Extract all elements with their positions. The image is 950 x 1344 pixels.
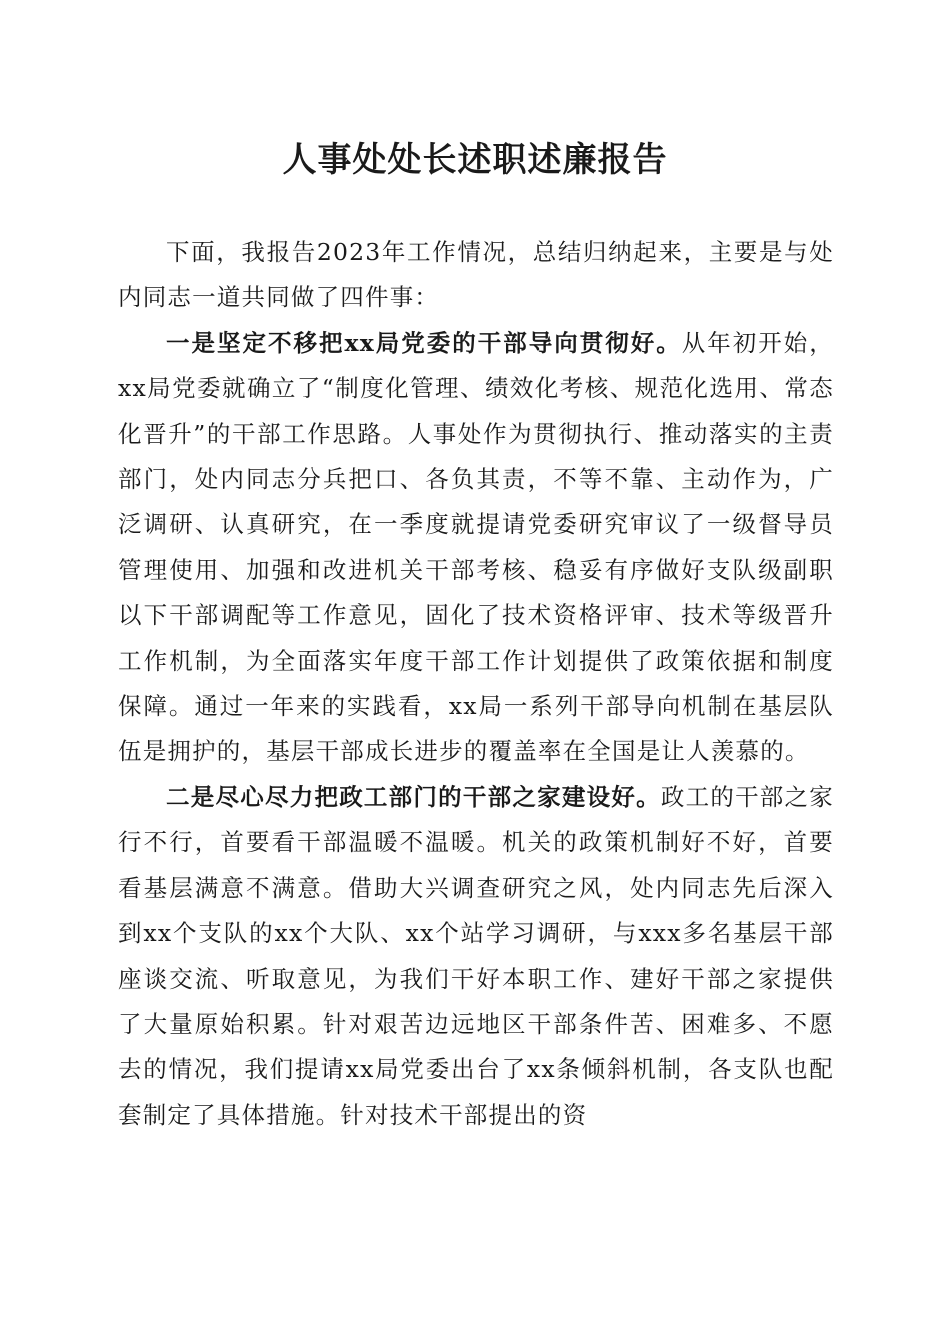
paragraph-text: 政工的干部之家行不行，首要看干部温暖不温暖。机关的政策机制好不好，首要看基层满意不满意。借助大兴调查研究之风，处内同志先后深入到xx个支队的xx个大队、xx个站学习调研，与xxx多名基层干部座谈交流、听取意见，为我们干好本职工作、建好干部之家提供了大量原始积累。针对艰苦边远地区干部条件苦、困难多、不愿去的情况，我们提请xx局党委出台了xx条倾斜机制，各支队也配套制定了具体措施。针对技术干部提出的资: [118, 782, 834, 1129]
paragraph-lead: 一是坚定不移把xx局党委的干部导向贯彻好。: [166, 328, 682, 357]
paragraph-lead: 二是尽心尽力把政工部门的干部之家建设好。: [166, 782, 661, 811]
paragraph-text: 下面，我报告2023年工作情况，总结归纳起来，主要是与处内同志一道共同做了四件事：: [118, 238, 834, 312]
document-body: [118, 230, 834, 1138]
document-title: 人事处处长述职述廉报告: [282, 140, 668, 180]
paragraph-point-two: [118, 775, 834, 1138]
paragraph-point-one: [118, 321, 834, 775]
paragraph-intro: [118, 230, 834, 321]
paragraph-text: 从年初开始，xx局党委就确立了“制度化管理、绩效化考核、规范化选用、常态化晋升”的干部工作思路。人事处作为贯彻执行、推动落实的主责部门，处内同志分兵把口、各负其责，不等不靠、主动作为，广泛调研、认真研究，在一季度就提请党委研究审议了一级督导员管理使用、加强和改进机关干部考核、稳妥有序做好支队级副职以下干部调配等工作意见，固化了技术资格评审、技术等级晋升工作机制，为全面落实年度干部工作计划提供了政策依据和制度保障。通过一年来的实践看，xx局一系列干部导向机制在基层队伍是拥护的，基层干部成长进步的覆盖率在全国是让人羡慕的。: [118, 328, 834, 766]
